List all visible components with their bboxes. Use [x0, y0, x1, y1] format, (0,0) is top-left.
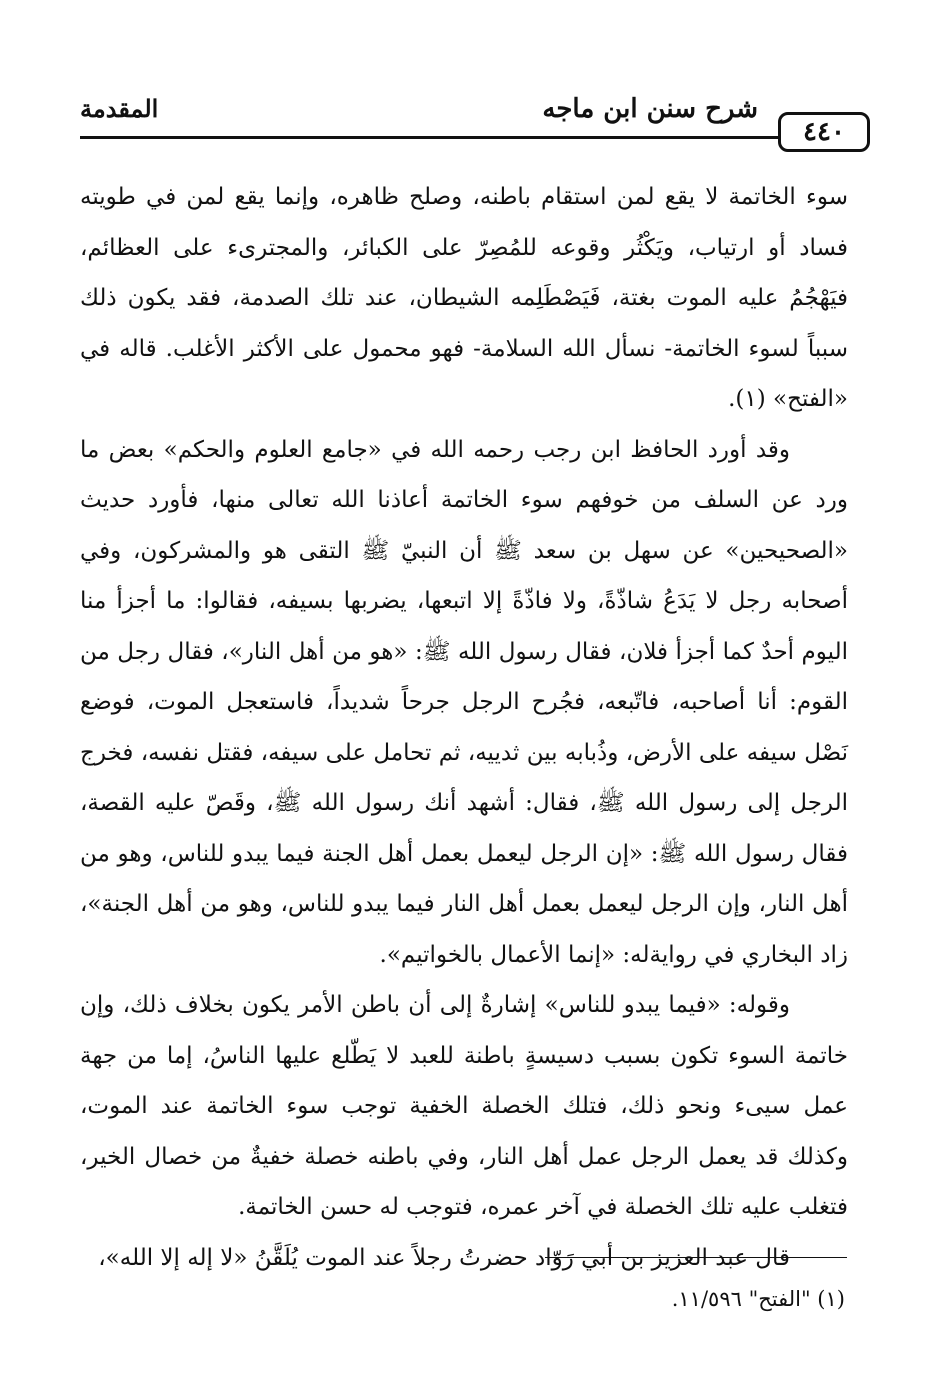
paragraph-2: وقد أورد الحافظ ابن رجب رحمه الله في «جامع العلوم والحكم» بعض ما ورد عن السلف من خوفهم سوء الخاتمة أعاذنا الله تعالى منها، فأورد حديث «الصحيحين» عن سهل بن سعد ﷺ أن النبيّ ﷺ التقى هو والمشركون، وفي أصحابه رجل لا يَدَعُ شاذّةً، ولا فاذّةً إلا اتبعها، يضربها بسيفه، فقالوا: ما أجزأ منا اليوم أحدٌ كما أجزأ فلان، فقال رسول الله ﷺ: «هو من أهل النار»، فقال رجل من القوم: أنا أصاحبه، فاتّبعه، فجُرح الرجل جرحاً شديداً، فاستعجل الموت، فوضع نَصْل سيفه على الأرض، وذُبابه بين ثدييه، ثم تحامل على سيفه، فقتل نفسه، فخرج الرجل إلى رسول الله ﷺ، فقال: أشهد أنك رسول الله ﷺ، وقَصّ عليه القصة، فقال رسول الله ﷺ: «إن الرجل ليعمل بعمل أهل الجنة فيما يبدو للناس، وهو من أهل النار، وإن الرجل ليعمل بعمل أهل النار فيما يبدو للناس، وهو من أهل الجنة»، زاد البخاري في روايةله: «إنما الأعمال بالخواتيم». — [80, 436, 849, 968]
book-title: شرح سنن ابن ماجه — [542, 94, 758, 124]
paragraph-4: قال عبد العزيز بن أبي رَوّاد حضرتُ رجلاً عند الموت يُلَقَّنُ «لا إله إلا الله»، — [98, 1244, 790, 1271]
footnote: (١) "الفتح" ١١/٥٩٦. — [671, 1287, 845, 1311]
body-text — [80, 172, 848, 1283]
paragraph-3: وقوله: «فيما يبدو للناس» إشارةٌ إلى أن باطن الأمر يكون بخلاف ذلك، وإن خاتمة السوء تكون بسبب دسيسةٍ باطنة للعبد لا يَطّلع عليها الناسُ، إما من جهة عمل سيىء ونحو ذلك، فتلك الخصلة الخفية توجب سوء الخاتمة عند الموت، وكذلك قد يعمل الرجل عمل أهل النار، وفي باطنه خصلة خفيةٌ من خصال الخير، فتغلب عليه تلك الخصلة في آخر عمره، فتوجب له حسن الخاتمة. — [80, 992, 848, 1220]
paragraph-1: سوء الخاتمة لا يقع لمن استقام باطنه، وصلح ظاهره، وإنما يقع لمن في طويته فساد أو ارتياب، ويَكْثُر وقوعه للمُصِرّ على الكبائر، والمجترىء على العظائم، فيَهْجُمُ عليه الموت بغتة، فَيَصْطَلِمه الشيطان، عند تلك الصدمة، فقد يكون ذلك سبباً لسوء الخاتمة- نسأل الله السلامة- فهو محمول على الأكثر الأغلب. قاله في «الفتح» (١). — [80, 184, 848, 412]
header-rule — [80, 136, 780, 139]
section-title: المقدمة — [80, 94, 159, 123]
footnote-separator — [545, 1257, 847, 1258]
page-number: ٤٤٠ — [778, 112, 870, 152]
page-header — [80, 92, 870, 152]
